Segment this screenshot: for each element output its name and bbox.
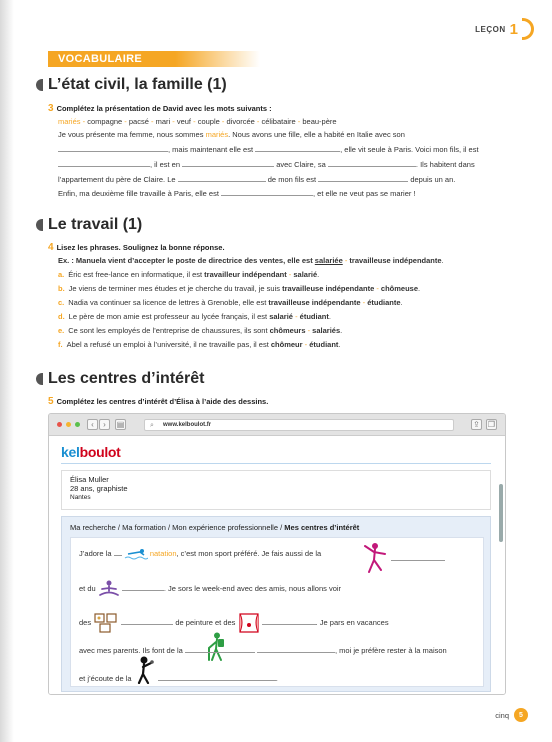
interest-line-2 (79, 580, 341, 598)
lesson-header (475, 18, 534, 40)
text-segment: Je vous présente ma femme, nous sommes (58, 130, 204, 139)
text-segment: Enfin, ma deuxième fille travaille à Paris, elle est (58, 189, 219, 198)
logo-part-kel: kel (61, 444, 80, 460)
profile-city: Nantes (70, 494, 91, 501)
word: veuf (176, 117, 192, 126)
instruction-text: Lisez les phrases. Soulignez la bonne réponse. (56, 243, 225, 252)
option-2[interactable]: salarié (293, 270, 318, 279)
section-marker-icon (36, 219, 43, 231)
section-marker-icon (36, 373, 43, 385)
blank-field[interactable] (318, 175, 408, 182)
share-icon[interactable]: ⇪ (471, 419, 482, 430)
exercise-5-instruction (48, 396, 268, 407)
lesson-label: LEÇON (475, 24, 506, 34)
scrollbar[interactable] (499, 484, 503, 542)
tabs-text[interactable]: Ma recherche / Ma formation / Mon expérience professionnelle / (70, 523, 283, 532)
item-letter: f. (58, 340, 63, 349)
swimmer-icon (124, 548, 148, 560)
exercise-4-instruction (48, 242, 225, 253)
profile-tabs (70, 523, 359, 532)
interest-line-5 (79, 674, 278, 684)
blank-field[interactable] (58, 160, 150, 167)
browser-window (48, 413, 506, 695)
word: mariés (58, 117, 81, 126)
page-footer (495, 708, 528, 722)
option-2: travailleuse indépendante (349, 256, 442, 265)
back-arrow-icon[interactable]: ‹ (87, 419, 98, 430)
section-title-travail (36, 216, 142, 234)
text-segment: , mais maintenant elle est (168, 145, 254, 154)
text-segment: . Nous avons une fille, elle a habité en Italie avec son (228, 130, 405, 139)
text-line-5 (58, 189, 416, 198)
text-segment: , elle vit seule à Paris. Voici mon fils, il est (340, 145, 479, 154)
item-letter: e. (58, 326, 65, 335)
item-line-f: f. Abel a refusé un emploi à l’université, il ne travaille pas, il est chômeur - étudiant. (58, 340, 341, 349)
text-line-2 (58, 145, 479, 154)
item-line-d: d. Le père de mon amie est professeur au lycée français, il est salarié - étudiant. (58, 312, 331, 321)
text-segment: . Je sors le week-end avec des amis, nous allons voir (163, 583, 342, 593)
text-segment: de peinture et des (175, 617, 236, 627)
option-1[interactable]: chômeurs (269, 326, 306, 335)
blank-field[interactable] (328, 160, 416, 167)
section-marker-icon (36, 79, 43, 91)
text-segment: J’adore la (79, 548, 112, 558)
item-text: Je viens de terminer mes études et je cherche du travail, je suis (68, 284, 281, 293)
address-bar[interactable] (144, 419, 454, 431)
text-segment: l’appartement du père de Claire. Le (58, 175, 176, 184)
logo-part-boulot: boulot (79, 444, 121, 460)
option-2[interactable]: étudiant (299, 312, 329, 321)
browser-toolbar (49, 414, 505, 436)
answer-example: mariés (205, 130, 229, 139)
minimize-dot-icon[interactable] (66, 422, 71, 427)
browser-content (49, 436, 505, 695)
item-letter: c. (58, 298, 65, 307)
section-title-etat-civil (36, 76, 227, 94)
blank-field[interactable] (255, 145, 340, 152)
text-segment: et du (79, 583, 96, 593)
text-segment: de mon fils est (267, 175, 317, 184)
blank-field[interactable] (114, 549, 122, 556)
blank-field[interactable] (185, 646, 255, 653)
text-segment: . Je pars en vacances (315, 617, 389, 627)
blank-field[interactable] (257, 646, 335, 653)
section-title-text: Les centres d’intérêt (48, 370, 205, 387)
interest-line-4 (79, 646, 447, 655)
word: beau-père (302, 117, 337, 126)
vocabulary-banner: VOCABULAIRE (48, 51, 260, 67)
item-text: Abel a refusé un emploi à l’université, il ne travaille pas, il est (66, 340, 269, 349)
item-line-b: b. Je viens de terminer mes études et je cherche du travail, je suis travailleuse indépendante - chômeuse. (58, 284, 421, 293)
exercise-number: 4 (48, 242, 54, 253)
section-title-text: Le travail (1) (48, 216, 143, 233)
search-icon: ⌕ (150, 422, 154, 429)
text-segment: . (275, 674, 278, 683)
dancer-icon (361, 542, 387, 574)
option-1[interactable]: chômeur (270, 340, 303, 349)
lesson-arc-icon (522, 18, 534, 40)
meditation-icon (98, 580, 120, 598)
text-line-1 (58, 130, 405, 139)
text-segment: avec mes parents. Ils font de la (79, 646, 183, 655)
option-1[interactable]: travailleuse indépendante (282, 284, 375, 293)
instruction-text: Complétez les centres d’intérêt d’Élisa à l’aide des dessins. (56, 397, 269, 406)
word: divorcée (226, 117, 255, 126)
text-segment: , il est en (150, 160, 181, 169)
exercise-number: 5 (48, 396, 54, 407)
page-word: cinq (495, 710, 509, 720)
blank-field[interactable] (122, 584, 164, 591)
close-dot-icon[interactable] (57, 422, 62, 427)
option-2[interactable]: étudiant (309, 340, 339, 349)
item-text: Nadia va continuer sa licence de lettres à Grenoble, elle est (68, 298, 267, 307)
blank-field[interactable] (391, 554, 445, 561)
option-1[interactable]: salarié (269, 312, 293, 321)
text-line-3 (58, 160, 475, 169)
profile-age-job: 28 ans, graphiste (70, 484, 128, 493)
section-title-centres (36, 370, 205, 388)
text-segment: des (79, 617, 92, 627)
exercise-number: 3 (48, 103, 54, 114)
interests-text-box (70, 537, 484, 687)
option-2[interactable]: chômeuse (380, 284, 419, 293)
option-1[interactable]: travailleur indépendant (204, 270, 287, 279)
item-letter: b. (58, 284, 65, 293)
answer-example: natation (149, 548, 177, 558)
item-text: Le père de mon amie est professeur au lycée français, il est (68, 312, 268, 321)
page-number-badge: 5 (514, 708, 528, 722)
item-line-a: a. Éric est free-lance en informatique, il est travailleur indépendant - salarié. (58, 270, 320, 279)
example-text: Ex. : Manuela vient d’accepter le poste de directrice des ventes, elle est (58, 256, 313, 265)
theater-icon (238, 612, 260, 634)
option-1: salariée (314, 256, 343, 265)
item-letter: a. (58, 270, 65, 279)
blank-field[interactable] (58, 145, 168, 152)
word: célibataire (261, 117, 296, 126)
instruction-text: Complétez la présentation de David avec les mots suivants : (56, 104, 272, 113)
word: couple (197, 117, 220, 126)
word: mari (155, 117, 171, 126)
text-segment: avec Claire, sa (276, 160, 326, 169)
text-line-4 (58, 175, 455, 184)
blank-field[interactable] (182, 160, 274, 167)
text-segment: , et elle ne veut pas se marier ! (313, 189, 416, 198)
interest-line-3 (79, 612, 389, 634)
profile-card (61, 470, 491, 510)
word-list: mariés - compagne - pacsé - mari - veuf - couple - divorcée - célibataire - beau-père (58, 117, 337, 126)
sidebar-icon[interactable]: ▤ (116, 420, 125, 429)
option-2[interactable]: étudiante (367, 298, 401, 307)
blank-field[interactable] (221, 189, 313, 196)
word: pacsé (128, 117, 149, 126)
item-line-e: e. Ce sont les employés de l’entreprise de chaussures, ils sont chômeurs - salariés. (58, 326, 343, 335)
forward-arrow-icon[interactable]: › (99, 419, 110, 430)
item-text: Ce sont les employés de l’entreprise de chaussures, ils sont (68, 326, 268, 335)
tabs-icon[interactable]: ❐ (487, 420, 496, 429)
url-text: www.kelboulot.fr (163, 422, 212, 428)
maximize-dot-icon[interactable] (75, 422, 80, 427)
word: compagne (87, 117, 123, 126)
item-text: Éric est free-lance en informatique, il est (68, 270, 203, 279)
text-segment: , moi je préfère rester à la maison (335, 646, 447, 655)
profile-name: Élisa Muller (70, 475, 109, 484)
exercise-3-instruction (48, 103, 272, 114)
text-segment: et j’écoute de la (79, 674, 132, 683)
item-line-c: c. Nadia va continuer sa licence de lettres à Grenoble, elle est travailleuse indépendante - étudiante. (58, 298, 403, 307)
page-edge-shadow (0, 0, 14, 742)
item-letter: d. (58, 312, 65, 321)
option-1[interactable]: travailleuse indépendante (268, 298, 361, 307)
tab-centres-interet[interactable]: Mes centres d’intérêt (284, 523, 360, 532)
option-2[interactable]: salariés (312, 326, 341, 335)
blank-field[interactable] (158, 674, 276, 681)
blank-field[interactable] (178, 175, 266, 182)
singer-icon (134, 656, 156, 684)
blank-field[interactable] (121, 618, 173, 625)
text-segment: , c’est mon sport préféré. Je fais aussi de la (176, 548, 322, 558)
logo-divider (61, 463, 491, 464)
profile-panel (61, 516, 491, 692)
interest-line-1 (79, 548, 321, 560)
blank-field[interactable] (262, 618, 316, 625)
text-segment: . Ils habitent dans (415, 160, 475, 169)
lesson-number: 1 (509, 20, 518, 38)
painting-icon (93, 612, 119, 634)
section-title-text: L’état civil, la famille (1) (48, 76, 227, 93)
example-line: Ex. : Manuela vient d’accepter le poste de directrice des ventes, elle est salariée - travailleuse indépendante. (58, 256, 444, 265)
kelboulot-logo[interactable] (61, 444, 121, 460)
text-segment: depuis un an. (410, 175, 456, 184)
